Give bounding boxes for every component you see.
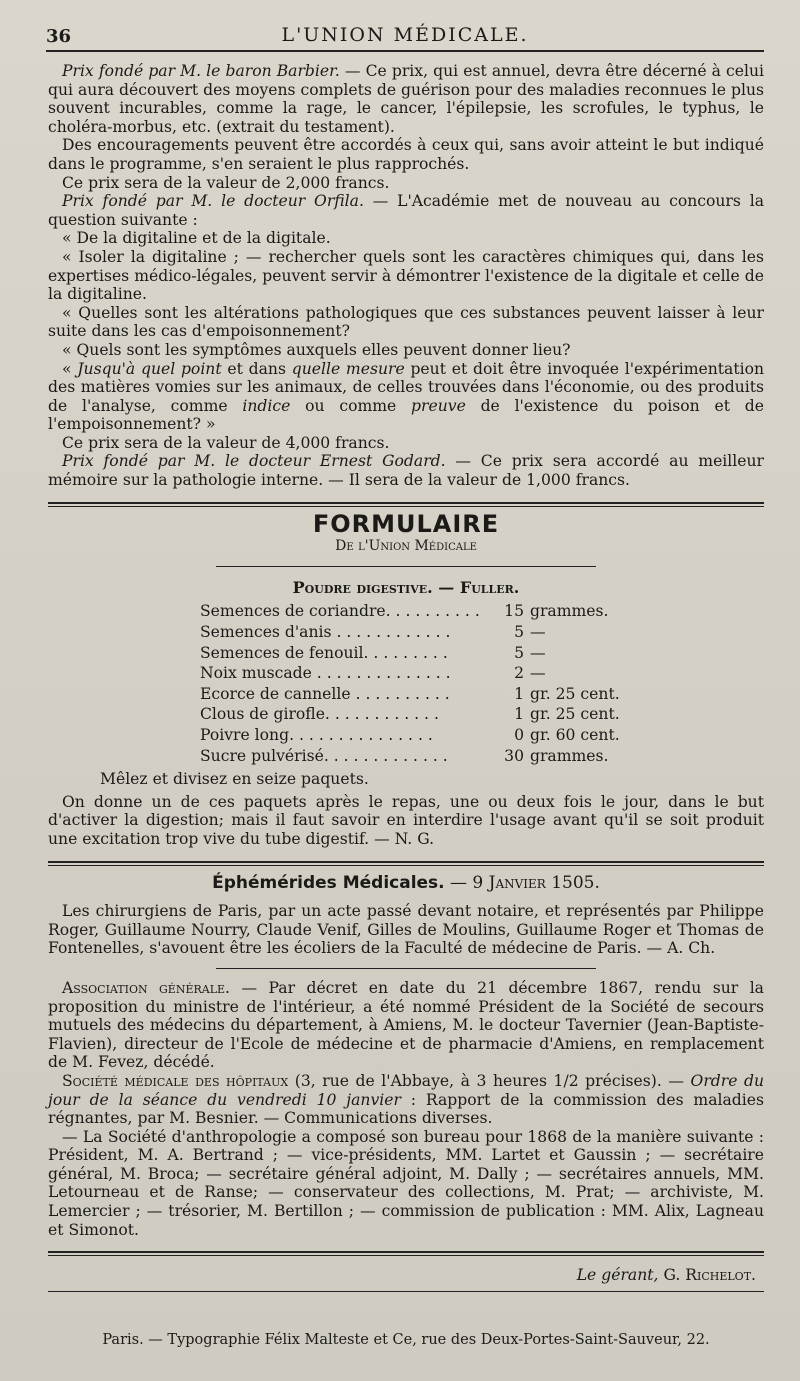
hopitaux-order: Ordre du jour de la séance du vendredi 10 janvier: [48, 1071, 765, 1109]
signature-name: G. Richelot.: [658, 1266, 756, 1285]
page-header: [46, 20, 764, 52]
section-divider: [48, 1251, 764, 1256]
ingredient-qty: 0: [514, 726, 524, 744]
ingredient-qty: 15: [504, 602, 524, 621]
ingredient-name: Ecorce de cannelle . . . . . . . . . .: [200, 684, 450, 703]
anthropology-paragraph: — La Société d'anthropologie a composé son bureau pour 1868 de la manière suivante : Président, M. A. Bertrand ; — vice-présidents, MM. Lartet et Gaussin ; — secrétaire général, M. Broca; — secrétaire général adjoint, M. Dally ; — secrétaires annuels, MM. Letourneau et de Ranse; — conservateur des collections, M. Prat; — archiviste, M. Lemercier ; — trésorier, M. Bertillon ; — commission de publication : MM. Alix, Lagneau et Simonot.: [48, 1127, 764, 1239]
orfila-question-2: « Isoler la digitaline ; — rechercher quels sont les caractères chimiques qui, dans les expertises médico-légales, peuvent servir à démontrer l'existence de la digitale et celle de la digitaline.: [48, 247, 764, 304]
orfila-prize-text: — L'Académie met de nouveau au concours la question suivante :: [48, 192, 764, 229]
footer-divider: [48, 1291, 764, 1292]
q5-italic-2: quelle mesure: [291, 359, 405, 378]
recipe-usage: On donne un de ces paquets après le repas, une ou deux fois le jour, dans le but d'activer la digestion; mais il faut savoir en interdire l'usage avant qu'il se soit produit une excitation trop vive du tube digestif. — N. G.: [48, 792, 764, 848]
page-number: 36: [46, 26, 72, 47]
printer-footer: Paris. — Typographie Félix Malteste et Ce, rue des Deux-Portes-Saint-Sauveur, 22.: [102, 1332, 710, 1348]
q5-italic-4: preuve: [411, 396, 466, 415]
association-text: — Par décret en date du 21 décembre 1867, rendu sur la proposition du ministre de l'intérieur, a été nommé Président de la Société de secours mutuels des médecins du département, à Amiens, M. le docteur Tavernier (Jean-Baptiste-Flavien), directeur de l'Ecole de médecine et de pharmacie d'Amiens, en remplacement de M. Fevez, décédé.: [48, 978, 764, 1072]
formulaire-subtitle: De l'Union Médicale: [335, 538, 477, 555]
section-divider: [48, 861, 764, 866]
ingredient-unit: gr. 25 cent.: [530, 684, 620, 703]
barbier-value: Ce prix sera de la valeur de 2,000 francs.: [62, 173, 390, 192]
formulaire-title: FORMULAIRE: [312, 509, 500, 538]
ingredient-name: Clous de girofle. . . . . . . . . . . .: [200, 705, 439, 724]
orfila-question-1: « De la digitaline et de la digitale.: [62, 229, 331, 248]
ingredient-qty: 5: [514, 623, 524, 642]
ingredient-unit: —: [530, 643, 546, 662]
ephemerides-heading: Éphémérides Médicales.: [212, 872, 445, 893]
recipe-title: Poudre digestive. — Fuller.: [292, 577, 520, 597]
recipe-row: [200, 704, 640, 725]
hopitaux-text-a: (3, rue de l'Abbaye, à 3 heures 1/2 précises). —: [288, 1071, 691, 1090]
ingredient-unit: —: [530, 664, 546, 683]
recipe-row: [200, 601, 640, 622]
page-body: [48, 62, 764, 1298]
orfila-question-5: [48, 360, 764, 434]
q5-part-b: et dans: [221, 359, 292, 378]
ingredient-qty: 5: [514, 643, 524, 662]
ingredient-qty: 30: [504, 746, 524, 765]
ingredient-qty: 1: [514, 705, 524, 724]
journal-title: L'UNION MÉDICALE.: [281, 24, 529, 46]
ingredient-unit: grammes.: [530, 746, 609, 765]
orfila-question-4: « Quels sont les symptômes auxquels elles peuvent donner lieu?: [62, 340, 571, 359]
godard-prize-text: — Ce prix sera accordé au meilleur mémoire sur la pathologie interne. — Il sera de la valeur de 1,000 francs.: [48, 452, 764, 490]
ingredient-name: Sucre pulvérisé. . . . . . . . . . . . .: [200, 746, 448, 765]
q5-part-a: «: [62, 359, 78, 378]
hopitaux-text-b: : Rapport de la commission des maladies régnantes, par M. Besnier. — Communications diverses.: [48, 1090, 764, 1128]
prizes-section: [48, 62, 764, 490]
formulaire-section: [48, 509, 764, 849]
news-divider: [216, 968, 596, 969]
recipe-instructions: Mêlez et divisez en seize paquets.: [100, 770, 369, 789]
orfila-question-3: « Quelles sont les altérations pathologiques que ces substances peuvent laisser à leur suite dans les cas d'empoisonnement?: [48, 303, 764, 341]
recipe-row: [200, 746, 640, 767]
q5-part-c: peut et doit être invoquée l'expérimentation des matières vomies sur les animaux, de celles trouvées dans l'économie, ou des produits de l'analyse, comme: [48, 359, 764, 415]
barbier-prize-label: Prix fondé par M. le baron Barbier.: [62, 62, 340, 80]
ingredient-name: Semences de coriandre. . . . . . . . . .: [200, 602, 480, 621]
recipe-row: [200, 663, 640, 684]
ingredient-name: Semences d'anis . . . . . . . . . . . .: [200, 623, 451, 642]
godard-prize-label: Prix fondé par M. le docteur Ernest Godard.: [62, 452, 446, 471]
association-label: Association générale.: [62, 978, 231, 997]
hopitaux-label: Société médicale des hôpitaux: [62, 1071, 289, 1090]
q5-part-d: ou comme: [290, 396, 412, 415]
barbier-prize-text: — Ce prix, qui est annuel, devra être décerné à celui qui aura découvert des moyens complets de guérison pour des maladies reconnues le plus souvent incurables, comme la rage, le cancer, l'épilepsie, les scrofules, le typhus, le choléra-morbus, etc. (extrait du testament).: [48, 62, 765, 136]
recipe-table: [200, 601, 640, 766]
ingredient-name: Noix muscade . . . . . . . . . . . . . .: [200, 664, 451, 683]
ephemerides-section: [48, 874, 764, 958]
ingredient-qty: 2: [514, 664, 524, 683]
ephemerides-date: — 9 Janvier 1505.: [444, 872, 600, 893]
recipe-row: [200, 622, 640, 643]
q5-italic-3: indice: [242, 396, 291, 415]
ingredient-name: Poivre long. . . . . . . . . . . . . . .: [200, 726, 433, 744]
q5-part-e: de l'existence du poison et de l'empoisonnement? »: [48, 396, 764, 434]
recipe-row: [200, 643, 640, 664]
ingredient-qty: 1: [514, 684, 524, 703]
barbier-encouragement: Des encouragements peuvent être accordés à ceux qui, sans avoir atteint le but indiqué dans le programme, s'en seraient le plus rapprochés.: [48, 136, 764, 173]
formulaire-divider: [216, 566, 596, 567]
orfila-value: Ce prix sera de la valeur de 4,000 francs.: [62, 433, 390, 452]
signature: [48, 1266, 764, 1285]
ephemerides-title: [48, 874, 764, 893]
godard-prize-paragraph: [48, 452, 764, 489]
orfila-prize-label: Prix fondé par M. le docteur Orfila.: [62, 192, 364, 211]
orfila-prize-paragraph: [48, 192, 764, 229]
recipe-row: [200, 725, 640, 746]
barbier-prize-paragraph: [48, 62, 764, 136]
section-divider: [48, 502, 764, 507]
ingredient-unit: —: [530, 623, 546, 642]
ephemerides-text: Les chirurgiens de Paris, par un acte passé devant notaire, et représentés par Philippe Roger, Guillaume Nourry, Claude Venif, Gilles de Moulins, Guillaume Roger et Thomas de Fontenelles, s'avouent être les écoliers de la Faculté de médecine de Paris. — A. Ch.: [48, 902, 764, 958]
news-section: [48, 979, 764, 1239]
association-paragraph: [48, 979, 764, 1072]
ingredient-name: Semences de fenouil. . . . . . . . .: [200, 643, 448, 662]
signature-role: Le gérant,: [576, 1266, 659, 1285]
hopitaux-paragraph: [48, 1072, 764, 1128]
ingredient-unit: grammes.: [530, 602, 609, 621]
ingredient-unit: gr. 60 cent.: [530, 726, 620, 744]
ingredient-unit: gr. 25 cent.: [530, 705, 620, 724]
recipe-row: [200, 684, 640, 705]
q5-italic-1: Jusqu'à quel point: [77, 359, 222, 378]
